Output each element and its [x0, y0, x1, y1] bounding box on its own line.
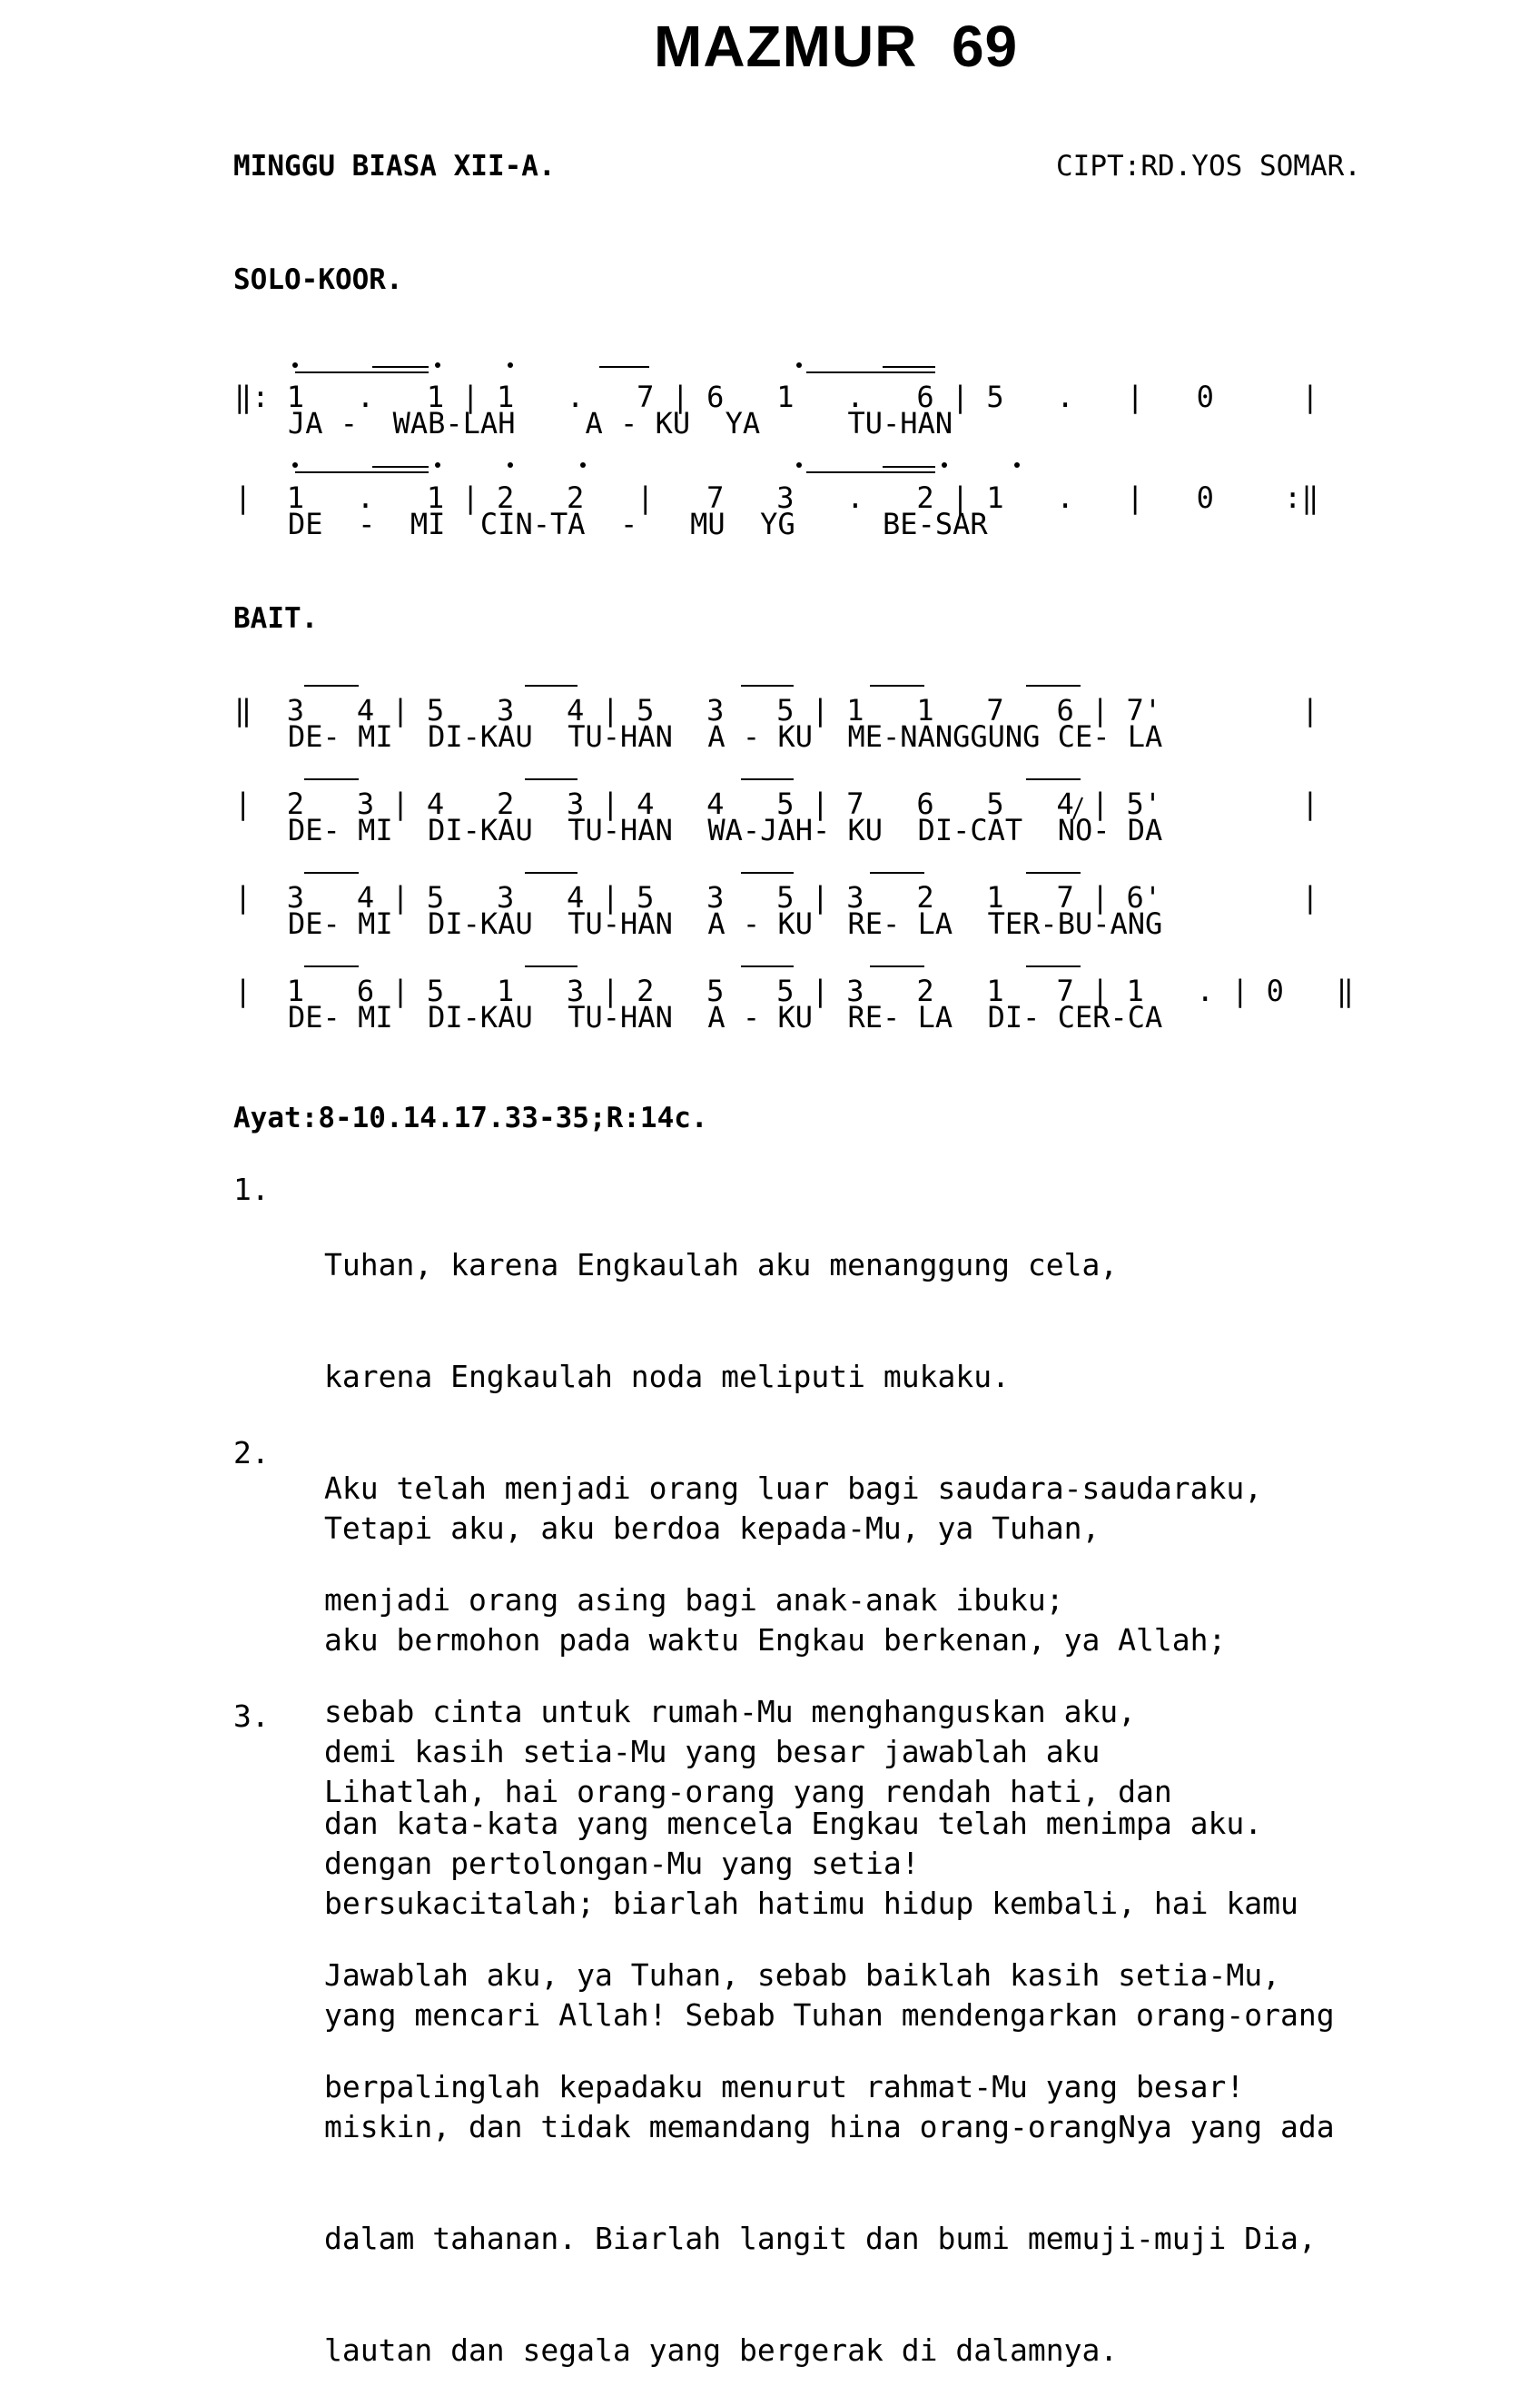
- verse-line: bersukacitalah; biarlah hatimu hidup kembali, hai kamu: [324, 1886, 1298, 1921]
- composer-label: CIPT:RD.YOS SOMAR.: [1056, 150, 1361, 183]
- verse-number: 2.: [233, 1435, 270, 1470]
- verse-line: Jawablah aku, ya Tuhan, sebab baiklah kasih setia-Mu,: [324, 1957, 1280, 1993]
- octave-dot: [508, 462, 513, 468]
- verse-line: aku bermohon pada waktu Engkau berkenan, ya Allah;: [324, 1622, 1227, 1658]
- verse-line: dalam tahanan. Biarlah langit dan bumi memuji-muji Dia,: [324, 2221, 1317, 2256]
- verse-line: karena Engkaulah noda meliputi mukaku.: [324, 1359, 1010, 1394]
- verse-3: [324, 1698, 1335, 2406]
- octave-dot: [580, 462, 586, 468]
- ayat-reference: Ayat:8-10.14.17.33-35;R:14c.: [233, 1102, 708, 1134]
- verse-line: lautan dan segala yang bergerak di dalamnya.: [324, 2332, 1119, 2368]
- octave-dot: [796, 462, 802, 468]
- verse-line: miskin, dan tidak memandang hina orang-orangNya yang ada: [324, 2109, 1335, 2144]
- refrain-notes-1: ‖: 1 . 1 | 1 . 7 | 6 1 . 6 | 5 . | 0 |: [234, 380, 1319, 414]
- bait-lyrics-2: DE- MI DI-KAU TU-HAN WA-JAH- KU DI-CAT NO- DA: [288, 813, 1163, 847]
- verse-line: Tuhan, karena Engkaulah aku menanggung cela,: [324, 1247, 1119, 1282]
- section-solo-koor: SOLO-KOOR.: [233, 263, 403, 296]
- bait-notes-4: | 1 6 | 5 1 3 | 2 5 5 | 3 2 1 7 | 1 . | 0 ‖: [234, 974, 1354, 1008]
- verse-line: berpalinglah kepadaku menurut rahmat-Mu yang besar!: [324, 2069, 1245, 2104]
- verse-number: 3.: [233, 1698, 270, 1734]
- verse-line: menjadi orang asing bagi anak-anak ibuku;: [324, 1582, 1064, 1618]
- verse-line: yang mencari Allah! Sebab Tuhan mendengarkan orang-orang: [324, 1997, 1335, 2033]
- verse-line: demi kasih setia-Mu yang besar jawablah aku: [324, 1734, 1101, 1769]
- page-title: MAZMUR 69: [654, 14, 1019, 79]
- verse-line: dan kata-kata yang mencela Engkau telah menimpa aku.: [324, 1806, 1263, 1841]
- octave-dot: [508, 362, 513, 368]
- verse-line: Aku telah menjadi orang luar bagi saudara-saudaraku,: [324, 1470, 1263, 1506]
- refrain-lyrics-1: JA - WAB-LAH A - KU YA TU-HAN: [288, 406, 953, 441]
- bait-notes-3: | 3 4 | 5 3 4 | 5 3 5 | 3 2 1 7 | 6' |: [234, 880, 1319, 915]
- verse-line: sebab cinta untuk rumah-Mu menghanguskan aku,: [324, 1694, 1137, 1729]
- octave-dot: [796, 362, 802, 368]
- octave-dot: [435, 362, 440, 368]
- verse-number: 1.: [233, 1172, 270, 1207]
- octave-dot: [435, 462, 440, 468]
- octave-dot: [292, 362, 298, 368]
- octave-dot: [292, 462, 298, 468]
- verse-line: Tetapi aku, aku berdoa kepada-Mu, ya Tuhan,: [324, 1510, 1101, 1546]
- bait-lyrics-3: DE- MI DI-KAU TU-HAN A - KU RE- LA TER-BU-ANG: [288, 906, 1163, 941]
- refrain-lyrics-2: DE - MI CIN-TA - MU YG BE-SAR: [288, 507, 988, 541]
- bait-lyrics-1: DE- MI DI-KAU TU-HAN A - KU ME-NANGGUNG CE- LA: [288, 719, 1163, 754]
- section-bait: BAIT.: [233, 602, 319, 635]
- verse-line: dengan pertolongan-Mu yang setia!: [324, 1846, 920, 1881]
- bait-lyrics-4: DE- MI DI-KAU TU-HAN A - KU RE- LA DI- CER-CA: [288, 1000, 1163, 1035]
- octave-dot: [942, 462, 947, 468]
- octave-dot: [1014, 462, 1020, 468]
- bait-notes-2: | 2 3 | 4 2 3 | 4 4 5 | 7 6 5 4 | 5' |: [234, 787, 1319, 821]
- bait-notes-1: ‖ 3 4 | 5 3 4 | 5 3 5 | 1 1 7 6 | 7' |: [234, 693, 1319, 728]
- verse-line: Lihatlah, hai orang-orang yang rendah hati, dan: [324, 1774, 1172, 1809]
- refrain-notes-2: | 1 . 1 | 2 2 | 7 3 . 2 | 1 . | 0 :‖: [234, 480, 1319, 515]
- occasion-label: MINGGU BIASA XII-A.: [233, 150, 556, 183]
